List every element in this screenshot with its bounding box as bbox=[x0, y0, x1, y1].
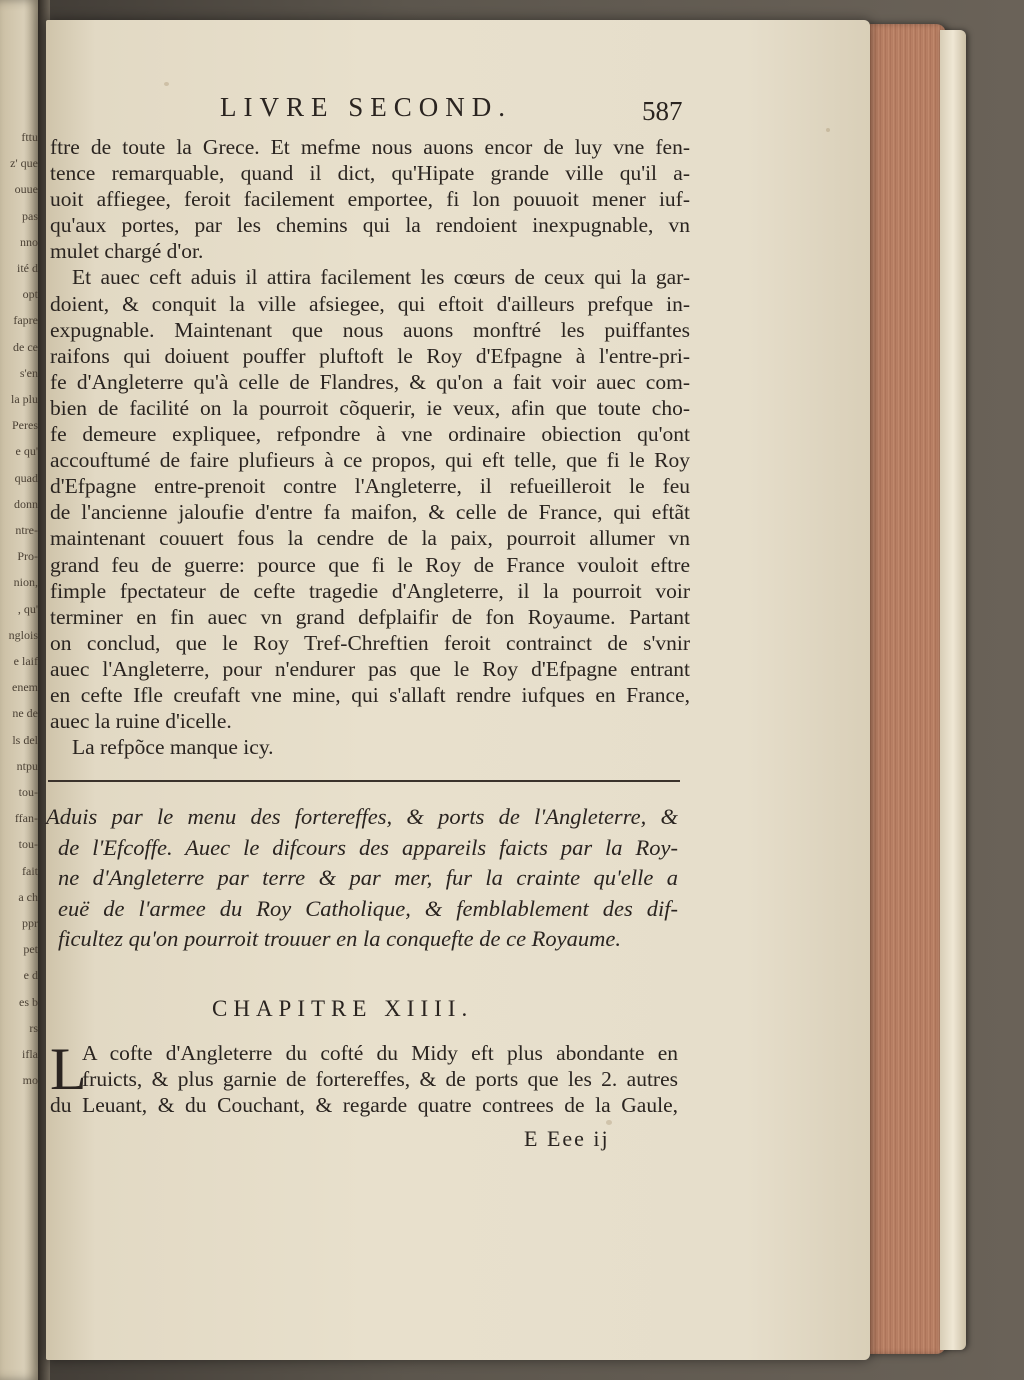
foxing-spot bbox=[164, 82, 169, 86]
summary-line: euë de l'armee du Roy Catholique, & femblablement des dif- bbox=[58, 895, 678, 921]
text-line: tence remarquable, quand il dict, qu'Hipate grande ville qu'il a- bbox=[50, 161, 690, 186]
text-line: en cefte Ifle creufaft vne mine, qui s'allaft rendre iufques en France, bbox=[50, 682, 690, 707]
text-line: raifons qui doiuent pouffer pluftoft le Roy d'Efpagne à l'entre-pri- bbox=[50, 343, 690, 368]
facing-page-fragment: pet bbox=[23, 942, 38, 957]
facing-page-fragment: ppr bbox=[22, 916, 38, 930]
text-line: grand feu de guerre: pource que fi le Roy de France vouloit eftre bbox=[50, 552, 690, 577]
facing-page-fragment: ne de bbox=[12, 706, 38, 721]
drop-cap: L bbox=[50, 1036, 87, 1102]
text-line: uoit affiegee, feroit facilement emportee, fi lon pouuoit mener iuf- bbox=[50, 187, 690, 212]
facing-page-fragment: e laif bbox=[13, 654, 38, 668]
text-line: ftre de toute la Grece. Et mefme nous auons encor de luy vne fen- bbox=[50, 135, 690, 159]
facing-page-fragment: ntpu bbox=[16, 758, 38, 773]
facing-page-fragment: de ce bbox=[13, 339, 38, 354]
facing-page-fragment: mo bbox=[22, 1073, 38, 1088]
text-line: terminer en fin auec vn grand defplaifir de fon Royaume. Partant bbox=[50, 604, 690, 629]
text-line: auec l'Angleterre, pour n'endurer pas que le Roy d'Efpagne entrant bbox=[50, 656, 690, 681]
facing-page-fragment: ité d bbox=[17, 261, 38, 275]
facing-page-fragment: tou- bbox=[18, 785, 38, 799]
text-line: fe d'Angleterre qu'à celle de Flandres, & qu'on a fait voir auec com- bbox=[50, 369, 690, 394]
chapter-title: CHAPITRE XIIII. bbox=[212, 996, 474, 1021]
page-block-edge bbox=[862, 24, 946, 1354]
facing-page-fragment: , qu' bbox=[17, 601, 38, 616]
summary-line: ne d'Angleterre par terre & par mer, fur la crainte qu'elle a bbox=[58, 865, 678, 890]
summary-line: Aduis par le menu des fortereffes, & ports de l'Angleterre, & bbox=[46, 804, 678, 829]
facing-page-fragment: ntre- bbox=[15, 523, 38, 537]
text-line: qu'aux portes, par les chemins qui la rendoient inexpugnable, vn bbox=[50, 213, 690, 238]
facing-page-fragment: fapre bbox=[13, 313, 38, 328]
chapter-text-line: A cofte d'Angleterre du cofté du Midy eft plus abondante en bbox=[82, 1041, 678, 1065]
text-line: bien de facilité on la pourroit cõquerir, ie veux, afin que toute cho- bbox=[50, 395, 690, 420]
facing-page-fragment: pas bbox=[22, 208, 38, 223]
facing-page-fragment: tou- bbox=[18, 837, 38, 852]
chapter-body bbox=[50, 1036, 678, 1118]
text-line: doient, & conquit la ville afsiegee, qui eftoit d'ailleurs prefque in- bbox=[50, 291, 690, 316]
text-line: auec la ruine d'icelle. bbox=[50, 709, 232, 734]
facing-page-fragment: fttu bbox=[21, 130, 38, 144]
text-line: fe demeure expliquee, refpondre à vne ordinaire obiection qu'ont bbox=[50, 422, 690, 447]
facing-page-fragment: nion, bbox=[13, 575, 38, 590]
text-line: fimple fpectateur de cefte tragedie d'Angleterre, il la pourroit voir bbox=[50, 578, 690, 603]
text-line: de l'ancienne jaloufie d'entre fa maifon, & celle de France, qui eftãt bbox=[50, 500, 690, 525]
text-line: La refpõce manque icy. bbox=[72, 735, 274, 760]
facing-page-fragment: z' que bbox=[10, 156, 38, 171]
chapter-summary bbox=[46, 802, 678, 955]
page-number: 587 bbox=[642, 96, 683, 126]
text-line: d'Efpagne entre-prenoit contre l'Angleterre, il refueilleroit le feu bbox=[50, 474, 690, 499]
text-line: on conclud, que le Roy Tref-Chreftien feroit contrainct de s'vnir bbox=[50, 630, 690, 655]
summary-line: de l'Efcoffe. Auec le difcours des appareils faicts par la Roy- bbox=[58, 834, 678, 860]
facing-page-fragment: donn bbox=[14, 496, 38, 511]
facing-page-fragment: rs bbox=[29, 1020, 38, 1035]
facing-page-fragment: s'en bbox=[19, 365, 38, 380]
text-line: maintenant couuert fous la cendre de la paix, pourroit allumer vn bbox=[50, 526, 690, 551]
facing-page-fragment: opt bbox=[22, 287, 38, 302]
facing-page-fragment: ls del bbox=[12, 732, 38, 747]
text-line: mulet chargé d'or. bbox=[50, 239, 204, 264]
body-text bbox=[50, 134, 690, 760]
facing-page-fragment: quad bbox=[14, 470, 38, 485]
foxing-spot bbox=[606, 1120, 612, 1125]
facing-page-fragment: nno bbox=[20, 234, 38, 249]
facing-page-fragment: Peres bbox=[12, 418, 38, 433]
chapter-text-line: du Leuant, & du Couchant, & regarde quatre contrees de la Gaule, bbox=[50, 1093, 678, 1118]
facing-page-fragment: nglois bbox=[8, 627, 38, 642]
facing-page-fragment: fait bbox=[22, 863, 38, 878]
foxing-spot bbox=[826, 128, 830, 132]
section-rule bbox=[48, 780, 680, 782]
book-cover-board bbox=[940, 30, 966, 1350]
facing-page-fragment: ifla bbox=[22, 1047, 38, 1061]
summary-line: ficultez qu'on pourroit trouuer en la conquefte de ce Royaume. bbox=[58, 926, 622, 951]
running-head: LIVRE SECOND. bbox=[220, 92, 512, 122]
text-line: expugnable. Maintenant que nous auons monftré les puiffantes bbox=[50, 317, 690, 342]
facing-page-fragment: ffan- bbox=[14, 811, 38, 826]
facing-page-fragment: enem bbox=[12, 680, 38, 695]
facing-page-fragment: a ch bbox=[18, 889, 38, 904]
text-line: Et auec ceft aduis il attira facilement les cœurs de ceux qui la gar- bbox=[72, 265, 690, 290]
facing-page-fragment: es b bbox=[19, 994, 38, 1009]
facing-page-fragment: la plu bbox=[11, 392, 38, 406]
facing-page-edge bbox=[0, 0, 40, 1380]
text-line: accouftumé de faire plufieurs à ce propos, qui eft telle, que fi le Roy bbox=[50, 448, 690, 473]
chapter-text-line: fruicts, & plus garnie de fortereffes, & de ports que les 2. autres bbox=[82, 1067, 678, 1092]
facing-page-fragment: e d bbox=[23, 968, 38, 983]
facing-page-fragment: e qu' bbox=[15, 444, 38, 459]
facing-page-fragment: Pro- bbox=[17, 549, 38, 564]
facing-page-fragment: ouue bbox=[14, 182, 38, 197]
signature-mark: E Eee ij bbox=[524, 1126, 610, 1151]
